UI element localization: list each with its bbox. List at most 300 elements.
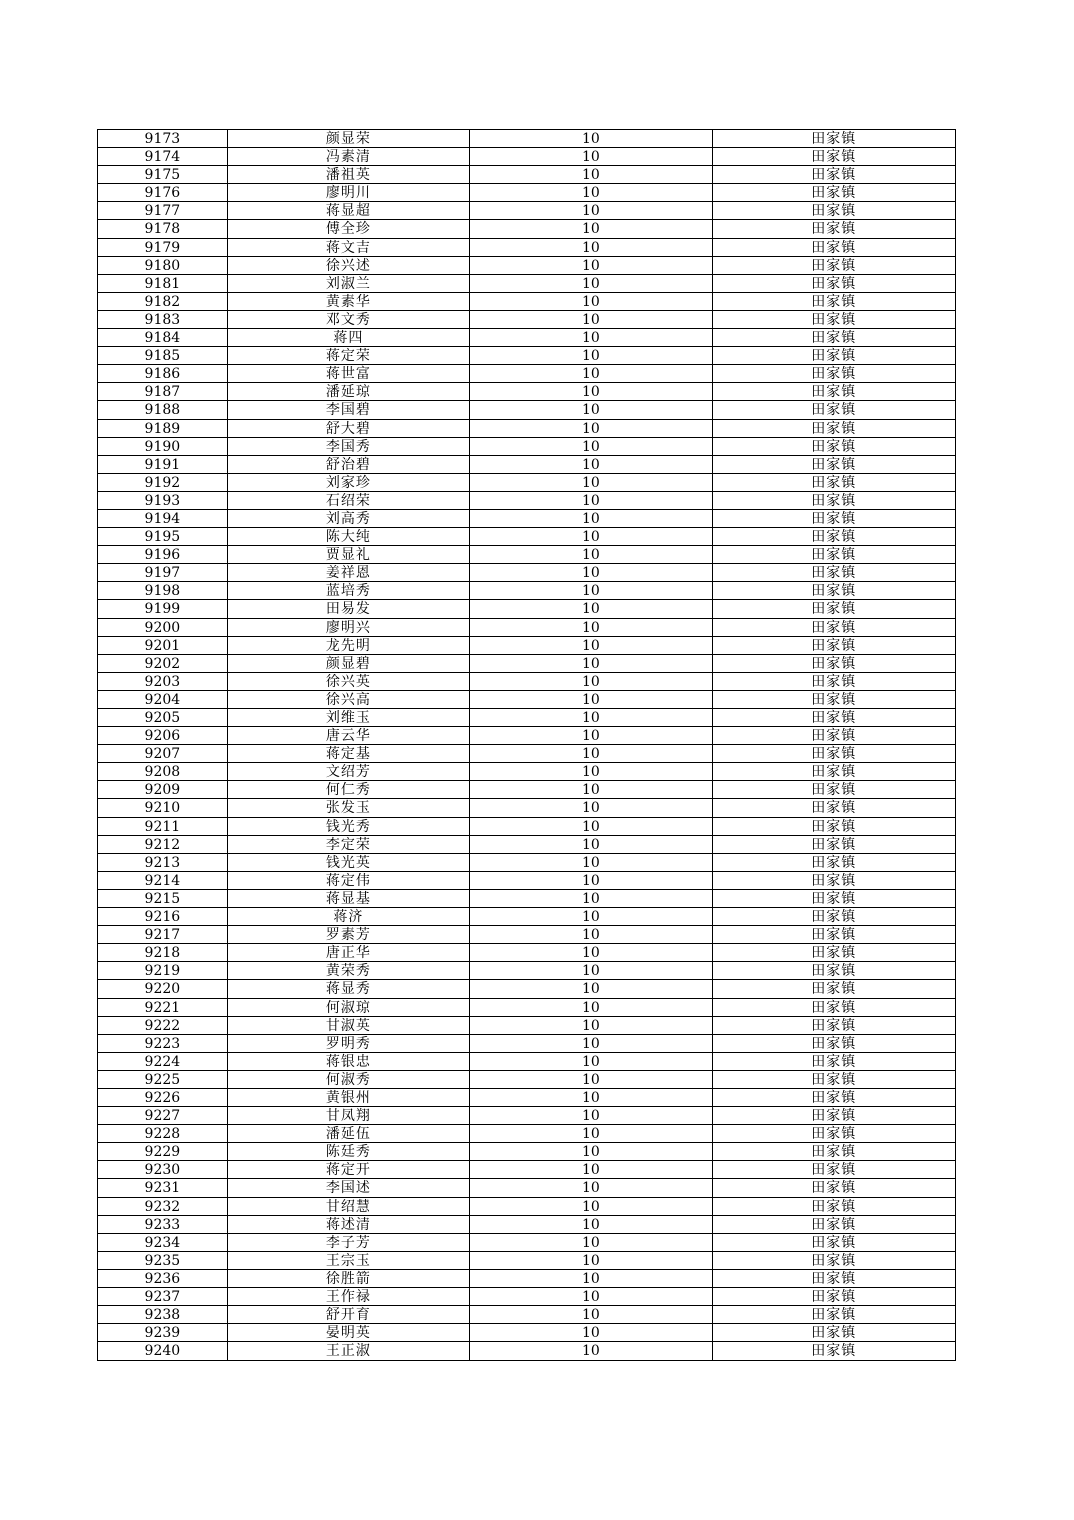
table-row [98, 781, 955, 799]
cell-value: 10 [470, 691, 712, 708]
cell-town: 田家镇 [811, 981, 857, 998]
cell-name: 刘淑兰 [228, 275, 470, 292]
cell-value: 10 [470, 1017, 712, 1034]
cell-name: 甘绍慧 [228, 1198, 470, 1215]
table-row [98, 257, 955, 275]
cell-name: 蒋定伟 [228, 872, 470, 889]
table-row [98, 1107, 955, 1125]
table-row [98, 600, 955, 618]
cell-name: 李国述 [228, 1179, 470, 1196]
cell-id: 9212 [98, 836, 228, 853]
cell-town: 田家镇 [811, 1071, 857, 1088]
table-row [98, 999, 955, 1017]
cell-value: 10 [470, 962, 712, 979]
cell-value: 10 [470, 329, 712, 346]
cell-id: 9218 [98, 944, 228, 961]
table-row [98, 1252, 955, 1270]
cell-value: 10 [470, 148, 712, 165]
cell-town: 田家镇 [811, 710, 857, 726]
table-row [98, 655, 955, 673]
cell-town: 田家镇 [811, 1325, 857, 1342]
table-row [98, 1143, 955, 1161]
cell-value: 10 [470, 311, 712, 328]
cell-value: 10 [470, 383, 712, 400]
cell-id: 9220 [98, 980, 228, 997]
cell-id: 9183 [98, 311, 228, 328]
cell-town: 田家镇 [811, 782, 857, 799]
cell-value: 10 [470, 1107, 712, 1124]
cell-id: 9233 [98, 1216, 228, 1233]
cell-name: 刘维玉 [228, 709, 470, 726]
cell-name: 廖明川 [228, 184, 470, 201]
cell-value: 10 [470, 763, 712, 780]
cell-id: 9236 [98, 1270, 228, 1287]
cell-name: 晏明英 [228, 1324, 470, 1341]
cell-name: 舒大碧 [228, 420, 470, 437]
cell-name: 罗明秀 [228, 1035, 470, 1052]
cell-id: 9178 [98, 220, 228, 237]
cell-id: 9174 [98, 148, 228, 165]
cell-id: 9195 [98, 528, 228, 545]
data-table [97, 129, 956, 1361]
table-row [98, 1179, 955, 1197]
cell-name: 田易发 [228, 600, 470, 617]
cell-town: 田家镇 [811, 872, 857, 889]
cell-town: 田家镇 [811, 927, 857, 944]
table-row [98, 275, 955, 293]
cell-id: 9230 [98, 1161, 228, 1178]
table-row [98, 293, 955, 311]
cell-id: 9210 [98, 799, 228, 816]
cell-id: 9224 [98, 1053, 228, 1070]
table-row [98, 130, 955, 148]
table-row [98, 166, 955, 184]
cell-name: 甘淑英 [228, 1017, 470, 1034]
cell-id: 9217 [98, 926, 228, 943]
cell-name: 蒋显超 [228, 202, 470, 219]
cell-value: 10 [470, 456, 712, 473]
cell-id: 9196 [98, 546, 228, 563]
cell-name: 蒋显基 [228, 890, 470, 907]
cell-town: 田家镇 [811, 384, 857, 401]
cell-town: 田家镇 [811, 167, 857, 184]
cell-value: 10 [470, 908, 712, 925]
cell-value: 10 [470, 781, 712, 798]
cell-value: 10 [470, 492, 712, 509]
table-row [98, 1324, 955, 1342]
cell-id: 9194 [98, 510, 228, 527]
cell-town: 田家镇 [811, 1053, 857, 1070]
cell-value: 10 [470, 582, 712, 599]
cell-value: 10 [470, 401, 712, 418]
table-row [98, 148, 955, 166]
table-row [98, 456, 955, 474]
table-row [98, 1198, 955, 1216]
cell-town: 田家镇 [811, 945, 857, 962]
cell-name: 徐胜箭 [228, 1270, 470, 1287]
table-row [98, 1234, 955, 1252]
cell-value: 10 [470, 836, 712, 853]
table-row [98, 962, 955, 980]
table-row [98, 365, 955, 383]
cell-id: 9211 [98, 818, 228, 835]
cell-name: 蒋世富 [228, 365, 470, 382]
cell-name: 何淑琼 [228, 999, 470, 1016]
cell-value: 10 [470, 166, 712, 183]
cell-value: 10 [470, 854, 712, 871]
cell-town: 田家镇 [811, 728, 857, 745]
cell-name: 钱光英 [228, 854, 470, 871]
table-row [98, 854, 955, 872]
table-row [98, 836, 955, 854]
cell-value: 10 [470, 890, 712, 907]
cell-value: 10 [470, 510, 712, 527]
cell-town: 田家镇 [811, 764, 857, 781]
cell-id: 9222 [98, 1017, 228, 1034]
cell-town: 田家镇 [811, 854, 857, 871]
cell-town: 田家镇 [811, 565, 857, 582]
cell-name: 刘家珍 [228, 474, 470, 491]
cell-id: 9186 [98, 365, 228, 382]
cell-value: 10 [470, 980, 712, 997]
cell-name: 陈大纯 [228, 528, 470, 545]
cell-value: 10 [470, 365, 712, 382]
table-row [98, 401, 955, 419]
cell-id: 9206 [98, 727, 228, 744]
cell-id: 9216 [98, 908, 228, 925]
cell-id: 9232 [98, 1198, 228, 1215]
cell-value: 10 [470, 1071, 712, 1088]
cell-value: 10 [470, 637, 712, 654]
cell-name: 徐兴高 [228, 691, 470, 708]
cell-id: 9179 [98, 239, 228, 256]
cell-value: 10 [470, 184, 712, 201]
cell-value: 10 [470, 546, 712, 563]
cell-town: 田家镇 [811, 1307, 857, 1324]
table-row [98, 202, 955, 220]
cell-value: 10 [470, 564, 712, 581]
cell-name: 何仁秀 [228, 781, 470, 798]
cell-value: 10 [470, 1035, 712, 1052]
cell-value: 10 [470, 438, 712, 455]
cell-town: 田家镇 [811, 1017, 857, 1034]
table-row [98, 329, 955, 347]
cell-town: 田家镇 [811, 583, 857, 600]
cell-town: 田家镇 [811, 529, 857, 546]
cell-id: 9237 [98, 1288, 228, 1305]
table-row [98, 1306, 955, 1324]
cell-value: 10 [470, 220, 712, 237]
cell-id: 9235 [98, 1252, 228, 1269]
table-row [98, 1071, 955, 1089]
table-row [98, 980, 955, 998]
cell-name: 姜祥恩 [228, 564, 470, 581]
cell-value: 10 [470, 1288, 712, 1305]
cell-name: 徐兴英 [228, 673, 470, 690]
cell-id: 9208 [98, 763, 228, 780]
cell-value: 10 [470, 347, 712, 364]
cell-name: 潘祖英 [228, 166, 470, 183]
cell-town: 田家镇 [811, 311, 857, 328]
cell-town: 田家镇 [811, 149, 857, 166]
cell-id: 9231 [98, 1179, 228, 1196]
cell-town: 田家镇 [811, 420, 857, 437]
table-row [98, 1342, 955, 1360]
cell-id: 9239 [98, 1324, 228, 1341]
cell-id: 9203 [98, 673, 228, 690]
cell-name: 唐云华 [228, 727, 470, 744]
table-row [98, 582, 955, 600]
table-row [98, 347, 955, 365]
cell-name: 蓝培秀 [228, 582, 470, 599]
table-row [98, 818, 955, 836]
cell-town: 田家镇 [811, 909, 857, 926]
cell-town: 田家镇 [811, 492, 857, 509]
cell-name: 刘高秀 [228, 510, 470, 527]
cell-value: 10 [470, 474, 712, 491]
cell-id: 9219 [98, 962, 228, 979]
cell-name: 文绍芳 [228, 763, 470, 780]
cell-id: 9223 [98, 1035, 228, 1052]
cell-town: 田家镇 [811, 601, 857, 618]
cell-id: 9185 [98, 347, 228, 364]
table-row [98, 745, 955, 763]
cell-value: 10 [470, 420, 712, 437]
cell-value: 10 [470, 727, 712, 744]
table-row [98, 184, 955, 202]
cell-id: 9190 [98, 438, 228, 455]
cell-name: 蒋显秀 [228, 980, 470, 997]
cell-name: 贾显礼 [228, 546, 470, 563]
cell-id: 9180 [98, 257, 228, 274]
cell-name: 蒋四 [228, 329, 470, 346]
cell-id: 9238 [98, 1306, 228, 1323]
cell-id: 9200 [98, 619, 228, 636]
cell-value: 10 [470, 619, 712, 636]
cell-value: 10 [470, 528, 712, 545]
cell-value: 10 [470, 600, 712, 617]
cell-name: 蒋文吉 [228, 239, 470, 256]
cell-name: 何淑秀 [228, 1071, 470, 1088]
cell-name: 潘延琼 [228, 383, 470, 400]
cell-value: 10 [470, 709, 712, 726]
cell-name: 廖明兴 [228, 619, 470, 636]
cell-id: 9176 [98, 184, 228, 201]
cell-value: 10 [470, 673, 712, 690]
cell-name: 黄银州 [228, 1089, 470, 1106]
table-row [98, 799, 955, 817]
table-row [98, 492, 955, 510]
cell-id: 9205 [98, 709, 228, 726]
cell-id: 9215 [98, 890, 228, 907]
cell-name: 蒋定基 [228, 745, 470, 762]
table-row [98, 1288, 955, 1306]
cell-value: 10 [470, 293, 712, 310]
cell-name: 罗素芳 [228, 926, 470, 943]
cell-name: 冯素清 [228, 148, 470, 165]
cell-id: 9225 [98, 1071, 228, 1088]
table-row [98, 1216, 955, 1234]
cell-value: 10 [470, 745, 712, 762]
table-row [98, 872, 955, 890]
cell-value: 10 [470, 130, 712, 147]
cell-town: 田家镇 [811, 619, 857, 636]
table-row [98, 239, 955, 257]
cell-town: 田家镇 [811, 185, 857, 202]
table-row [98, 1089, 955, 1107]
cell-id: 9221 [98, 999, 228, 1016]
cell-value: 10 [470, 1252, 712, 1269]
table-row [98, 763, 955, 781]
cell-town: 田家镇 [811, 203, 857, 220]
cell-id: 9189 [98, 420, 228, 437]
cell-name: 钱光秀 [228, 818, 470, 835]
cell-id: 9202 [98, 655, 228, 672]
cell-id: 9198 [98, 582, 228, 599]
cell-town: 田家镇 [811, 510, 857, 527]
cell-town: 田家镇 [811, 1035, 857, 1052]
cell-town: 田家镇 [811, 366, 857, 383]
cell-value: 10 [470, 655, 712, 672]
cell-value: 10 [470, 202, 712, 219]
cell-town: 田家镇 [811, 691, 857, 708]
cell-value: 10 [470, 799, 712, 816]
table-row [98, 510, 955, 528]
table-row [98, 890, 955, 908]
table-row [98, 727, 955, 745]
cell-value: 10 [470, 926, 712, 943]
cell-name: 颜显荣 [228, 130, 470, 147]
table-row [98, 311, 955, 329]
cell-town: 田家镇 [811, 402, 857, 419]
cell-town: 田家镇 [811, 456, 857, 473]
cell-id: 9177 [98, 202, 228, 219]
cell-value: 10 [470, 1306, 712, 1323]
table-row [98, 546, 955, 564]
cell-town: 田家镇 [811, 890, 857, 907]
cell-value: 10 [470, 872, 712, 889]
table-row [98, 1270, 955, 1288]
cell-value: 10 [470, 1198, 712, 1215]
cell-name: 唐正华 [228, 944, 470, 961]
cell-value: 10 [470, 999, 712, 1016]
table-row [98, 1053, 955, 1071]
cell-id: 9173 [98, 130, 228, 147]
cell-town: 田家镇 [811, 836, 857, 853]
cell-value: 10 [470, 239, 712, 256]
table-row [98, 438, 955, 456]
cell-town: 田家镇 [811, 474, 857, 491]
table-row [98, 383, 955, 401]
cell-id: 9201 [98, 637, 228, 654]
cell-town: 田家镇 [811, 673, 857, 690]
cell-name: 李子芳 [228, 1234, 470, 1251]
cell-name: 潘延伍 [228, 1125, 470, 1142]
table-row [98, 619, 955, 637]
cell-town: 田家镇 [811, 1216, 857, 1233]
cell-town: 田家镇 [811, 1162, 857, 1179]
cell-value: 10 [470, 1234, 712, 1251]
table-row [98, 1035, 955, 1053]
cell-value: 10 [470, 1161, 712, 1178]
cell-town: 田家镇 [811, 999, 857, 1016]
table-row [98, 1125, 955, 1143]
cell-name: 颜显碧 [228, 655, 470, 672]
cell-name: 蒋银忠 [228, 1053, 470, 1070]
cell-id: 9240 [98, 1342, 228, 1360]
table-row [98, 637, 955, 655]
cell-value: 10 [470, 944, 712, 961]
cell-name: 邓文秀 [228, 311, 470, 328]
cell-town: 田家镇 [811, 275, 857, 292]
table-row [98, 474, 955, 492]
cell-id: 9187 [98, 383, 228, 400]
cell-id: 9192 [98, 474, 228, 491]
cell-name: 李定荣 [228, 836, 470, 853]
cell-town: 田家镇 [811, 348, 857, 365]
cell-value: 10 [470, 1089, 712, 1106]
cell-name: 陈廷秀 [228, 1143, 470, 1160]
cell-name: 傅全珍 [228, 220, 470, 237]
cell-town: 田家镇 [811, 547, 857, 564]
table-row [98, 926, 955, 944]
cell-town: 田家镇 [811, 1089, 857, 1106]
cell-value: 10 [470, 818, 712, 835]
cell-town: 田家镇 [811, 963, 857, 980]
table-row [98, 528, 955, 546]
cell-id: 9226 [98, 1089, 228, 1106]
cell-id: 9209 [98, 781, 228, 798]
cell-town: 田家镇 [811, 1289, 857, 1305]
cell-id: 9228 [98, 1125, 228, 1142]
cell-town: 田家镇 [811, 1144, 857, 1161]
cell-id: 9199 [98, 600, 228, 617]
cell-name: 舒治碧 [228, 456, 470, 473]
cell-name: 王正淑 [228, 1342, 470, 1360]
cell-name: 张发玉 [228, 799, 470, 816]
cell-value: 10 [470, 1342, 712, 1360]
cell-town: 田家镇 [811, 1198, 857, 1215]
cell-id: 9191 [98, 456, 228, 473]
cell-name: 蒋述清 [228, 1216, 470, 1233]
cell-town: 田家镇 [811, 1126, 857, 1143]
cell-name: 黄荣秀 [228, 962, 470, 979]
cell-name: 王作禄 [228, 1288, 470, 1305]
cell-town: 田家镇 [811, 438, 857, 455]
cell-town: 田家镇 [811, 1252, 857, 1269]
cell-name: 蒋定荣 [228, 347, 470, 364]
cell-value: 10 [470, 1143, 712, 1160]
cell-value: 10 [470, 275, 712, 292]
cell-id: 9197 [98, 564, 228, 581]
cell-town: 田家镇 [811, 1108, 857, 1125]
cell-id: 9204 [98, 691, 228, 708]
cell-name: 石绍荣 [228, 492, 470, 509]
cell-id: 9227 [98, 1107, 228, 1124]
cell-value: 10 [470, 1125, 712, 1142]
cell-id: 9188 [98, 401, 228, 418]
cell-value: 10 [470, 1324, 712, 1341]
cell-value: 10 [470, 257, 712, 274]
cell-name: 蒋定开 [228, 1161, 470, 1178]
cell-name: 李国碧 [228, 401, 470, 418]
cell-id: 9234 [98, 1234, 228, 1251]
cell-id: 9181 [98, 275, 228, 292]
cell-name: 王宗玉 [228, 1252, 470, 1269]
table-row [98, 564, 955, 582]
table-row [98, 908, 955, 926]
cell-value: 10 [470, 1053, 712, 1070]
